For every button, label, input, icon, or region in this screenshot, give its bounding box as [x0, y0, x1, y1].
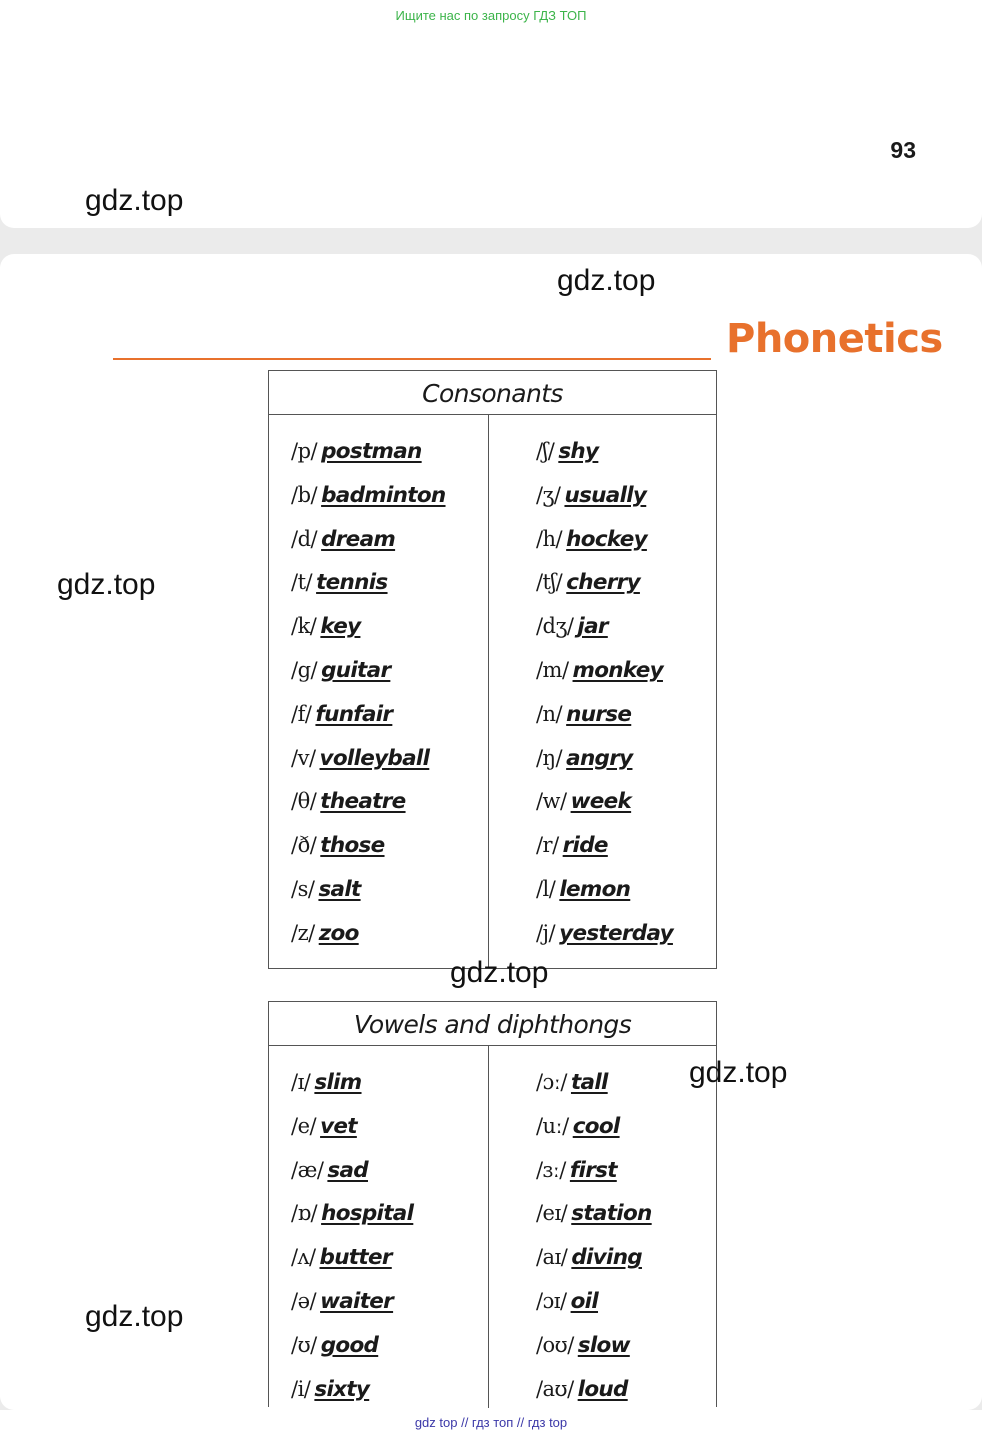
- example-word: slow: [577, 1332, 630, 1358]
- example-word: theatre: [320, 789, 406, 815]
- phoneme-symbol: /r/: [535, 833, 559, 858]
- example-word: diving: [571, 1245, 642, 1271]
- phoneme-row: [536, 1198, 716, 1242]
- phoneme-row: [291, 699, 488, 743]
- phoneme-row: [291, 874, 488, 918]
- watermark-text: gdz.top: [85, 184, 184, 217]
- phoneme-symbol: /l/: [535, 876, 556, 901]
- example-word: key: [320, 614, 361, 640]
- example-word: badminton: [321, 482, 446, 508]
- phoneme-row: [536, 611, 716, 655]
- phoneme-symbol: /eɪ/: [535, 1201, 568, 1226]
- example-word: shy: [558, 439, 599, 464]
- phoneme-symbol: /ə/: [291, 1288, 317, 1313]
- example-word: sad: [327, 1157, 368, 1183]
- example-word: slim: [314, 1070, 362, 1095]
- phoneme-symbol: /ʊ/: [291, 1332, 317, 1357]
- phoneme-symbol: /ɒ/: [291, 1201, 318, 1226]
- example-word: zoo: [318, 920, 359, 946]
- example-word: monkey: [572, 657, 663, 683]
- phoneme-row: [536, 1242, 716, 1286]
- example-word: salt: [318, 876, 361, 902]
- phoneme-row: [291, 1198, 488, 1242]
- example-word: butter: [319, 1245, 392, 1271]
- phoneme-symbol: /z/: [291, 920, 315, 945]
- phoneme-row: [536, 524, 716, 568]
- example-word: good: [320, 1332, 379, 1358]
- phoneme-symbol: /aʊ/: [535, 1376, 574, 1401]
- phoneme-symbol: /æ/: [291, 1157, 324, 1182]
- vowels-title: Vowels and diphthongs: [269, 1002, 716, 1046]
- phoneme-symbol: /k/: [291, 614, 317, 639]
- phoneme-row: [291, 786, 488, 830]
- example-word: nurse: [566, 701, 632, 727]
- example-word: guitar: [321, 657, 391, 683]
- phoneme-symbol: /s/: [291, 876, 315, 901]
- phoneme-row: [536, 918, 716, 962]
- section-title: Phonetics: [726, 316, 943, 362]
- example-word: hockey: [566, 526, 647, 552]
- phoneme-row: [291, 436, 488, 480]
- phoneme-row: [536, 1111, 716, 1155]
- phoneme-row: [291, 524, 488, 568]
- phoneme-row: [536, 480, 716, 524]
- phoneme-row: [536, 1286, 716, 1330]
- phoneme-row: [536, 1330, 716, 1374]
- phoneme-symbol: /ʌ/: [291, 1245, 316, 1270]
- consonants-right-column: [488, 415, 716, 968]
- example-word: volleyball: [319, 745, 430, 771]
- example-word: jar: [577, 614, 608, 640]
- phoneme-symbol: /tʃ/: [535, 570, 563, 595]
- phoneme-symbol: /dʒ/: [535, 614, 574, 639]
- page-number: 93: [890, 137, 916, 163]
- consonants-title: Consonants: [269, 371, 716, 415]
- phoneme-symbol: /e/: [291, 1113, 317, 1138]
- phoneme-symbol: /j/: [535, 920, 556, 945]
- phoneme-symbol: /w/: [535, 789, 567, 814]
- phoneme-row: [291, 611, 488, 655]
- phoneme-row: [291, 480, 488, 524]
- bottom-banner[interactable]: gdz top // гдз топ // гдз top: [0, 1410, 982, 1440]
- consonants-left-column: [269, 415, 488, 968]
- phoneme-row: [536, 655, 716, 699]
- example-word: funfair: [315, 701, 393, 727]
- phoneme-row: [291, 743, 488, 787]
- example-word: hospital: [321, 1201, 414, 1227]
- example-word: station: [571, 1201, 652, 1227]
- phoneme-row: [536, 743, 716, 787]
- column-divider: [488, 1046, 489, 1408]
- vowels-right-column: [488, 1046, 716, 1408]
- example-word: oil: [570, 1288, 599, 1314]
- example-word: first: [569, 1157, 617, 1183]
- column-divider: [488, 415, 489, 968]
- phoneme-symbol: /f/: [291, 701, 312, 726]
- top-banner[interactable]: Ищите нас по запросу ГДЗ ТОП: [0, 0, 982, 32]
- phoneme-symbol: /p/: [291, 439, 318, 463]
- example-word: week: [570, 789, 632, 815]
- phoneme-row: [536, 830, 716, 874]
- watermark-text: gdz.top: [85, 1300, 184, 1333]
- section-rule: [113, 358, 711, 360]
- phoneme-row: [291, 830, 488, 874]
- phoneme-symbol: /aɪ/: [535, 1245, 568, 1270]
- phoneme-row: [291, 1067, 488, 1111]
- example-word: usually: [564, 482, 647, 508]
- example-word: postman: [321, 439, 422, 464]
- example-word: sixty: [314, 1376, 370, 1402]
- phoneme-symbol: /ɜː/: [535, 1157, 566, 1182]
- phoneme-row: [291, 1111, 488, 1155]
- example-word: angry: [566, 745, 633, 771]
- phoneme-symbol: /v/: [291, 745, 316, 770]
- example-word: lemon: [559, 876, 631, 902]
- vowels-table: [268, 1001, 717, 1407]
- example-word: tall: [570, 1070, 608, 1095]
- phoneme-row: [291, 918, 488, 962]
- phoneme-row: [536, 786, 716, 830]
- example-word: cherry: [566, 570, 640, 596]
- watermark-text: gdz.top: [450, 956, 549, 989]
- watermark-text: gdz.top: [57, 568, 156, 601]
- phoneme-row: [291, 567, 488, 611]
- example-word: yesterday: [559, 920, 673, 946]
- phoneme-row: [291, 1286, 488, 1330]
- example-word: loud: [577, 1376, 628, 1402]
- phoneme-symbol: /g/: [291, 657, 318, 682]
- phoneme-symbol: /oʊ/: [535, 1332, 574, 1357]
- phoneme-symbol: /n/: [535, 701, 563, 726]
- example-word: tennis: [316, 570, 388, 596]
- phoneme-symbol: /t/: [291, 570, 313, 595]
- example-word: dream: [321, 526, 396, 552]
- phoneme-symbol: /ŋ/: [535, 745, 563, 770]
- phoneme-row: [536, 436, 716, 480]
- phoneme-row: [291, 1155, 488, 1199]
- phoneme-symbol: /b/: [291, 482, 318, 507]
- phoneme-symbol: /ð/: [291, 833, 317, 858]
- phoneme-symbol: /m/: [535, 657, 569, 682]
- phoneme-symbol: /ʒ/: [535, 482, 561, 507]
- example-word: those: [320, 833, 385, 859]
- phoneme-row: [291, 1330, 488, 1374]
- example-word: waiter: [320, 1288, 394, 1314]
- example-word: ride: [562, 833, 608, 859]
- phoneme-symbol: /i/: [291, 1376, 311, 1401]
- phoneme-symbol: /θ/: [291, 789, 317, 814]
- consonants-table: [268, 370, 717, 969]
- watermark-text: gdz.top: [557, 264, 656, 297]
- phoneme-row: [536, 567, 716, 611]
- phoneme-row: [536, 874, 716, 918]
- phoneme-row: [291, 655, 488, 699]
- vowels-left-column: [269, 1046, 488, 1408]
- phoneme-row: [536, 1155, 716, 1199]
- phoneme-symbol: /ɔː/: [535, 1070, 567, 1094]
- example-word: vet: [320, 1113, 357, 1139]
- phoneme-symbol: /ɪ/: [291, 1070, 311, 1094]
- phoneme-row: [291, 1242, 488, 1286]
- phoneme-symbol: /ʃ/: [535, 439, 555, 463]
- phoneme-row: [536, 699, 716, 743]
- example-word: cool: [572, 1113, 620, 1139]
- phoneme-symbol: /d/: [291, 526, 318, 551]
- phoneme-symbol: /uː/: [535, 1113, 569, 1138]
- phoneme-symbol: /ɔɪ/: [535, 1288, 567, 1313]
- phoneme-symbol: /h/: [535, 526, 563, 551]
- watermark-text: gdz.top: [689, 1056, 788, 1089]
